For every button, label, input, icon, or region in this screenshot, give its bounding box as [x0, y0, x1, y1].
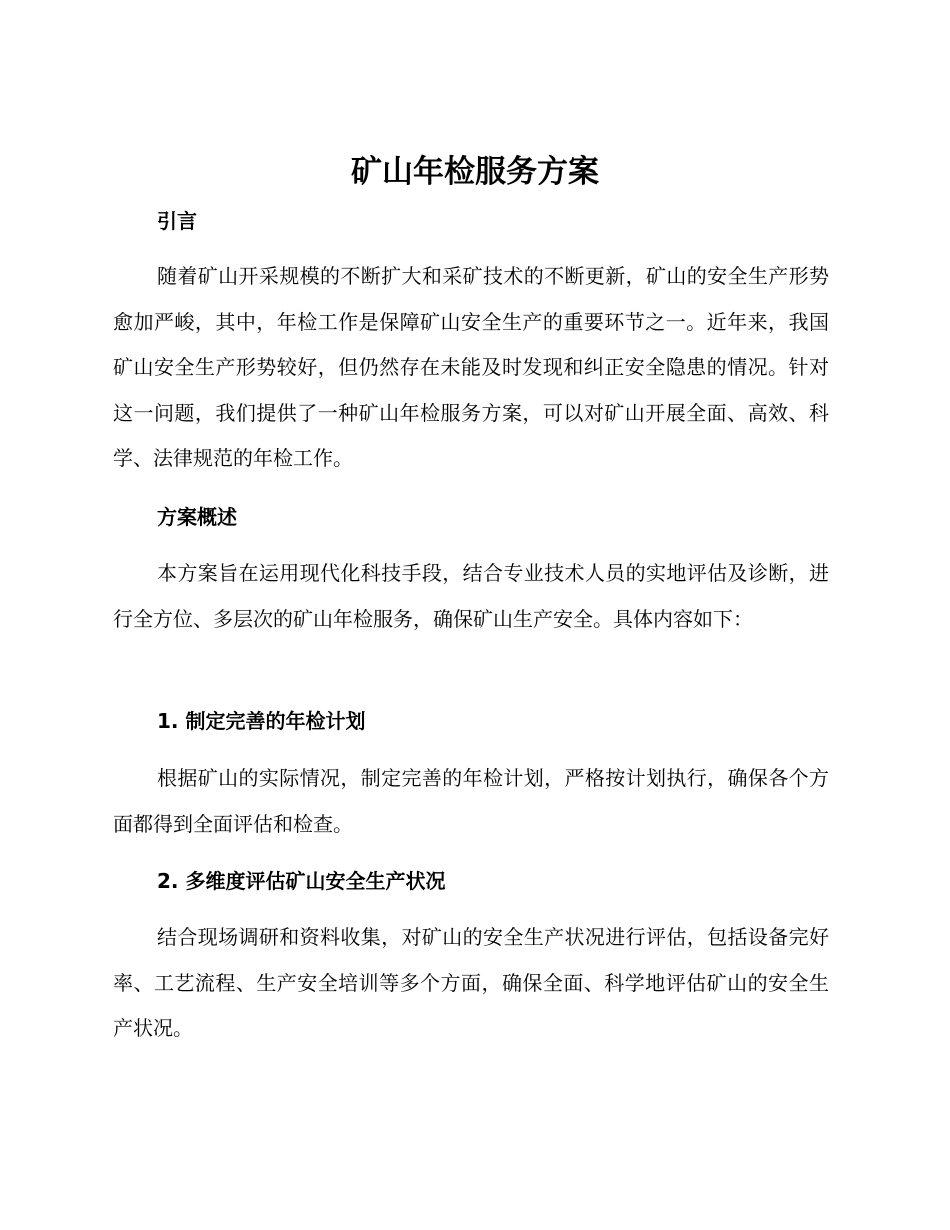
section-paragraph-overview: 本方案旨在运用现代化科技手段，结合专业技术人员的实地评估及诊断，进行全方位、多层次的矿山年检服务，确保矿山生产安全。具体内容如下：	[113, 561, 829, 631]
document-title: 矿山年检服务方案	[351, 154, 599, 190]
section-paragraph-assessment: 结合现场调研和资料收集，对矿山的安全生产状况进行评估，包括设备完好率、工艺流程、生产安全培训等多个方面，确保全面、科学地评估矿山的安全生产状况。	[113, 925, 829, 1040]
section-heading-assessment: 2. 多维度评估矿山安全生产状况	[157, 869, 446, 893]
section-paragraph-plan: 根据矿山的实际情况，制定完善的年检计划，严格按计划执行，确保各个方面都得到全面评估和检查。	[113, 766, 829, 836]
section-heading-plan: 1. 制定完善的年检计划	[157, 709, 366, 733]
section-heading-introduction: 引言	[157, 209, 197, 233]
section-heading-overview: 方案概述	[157, 505, 237, 529]
section-paragraph-introduction: 随着矿山开采规模的不断扩大和采矿技术的不断更新，矿山的安全生产形势愈加严峻，其中，年检工作是保障矿山安全生产的重要环节之一。近年来，我国矿山安全生产形势较好，但仍然存在未能及时发现和纠正安全隐患的情况。针对这一问题，我们提供了一种矿山年检服务方案，可以对矿山开展全面、高效、科学、法律规范的年检工作。	[113, 264, 829, 470]
